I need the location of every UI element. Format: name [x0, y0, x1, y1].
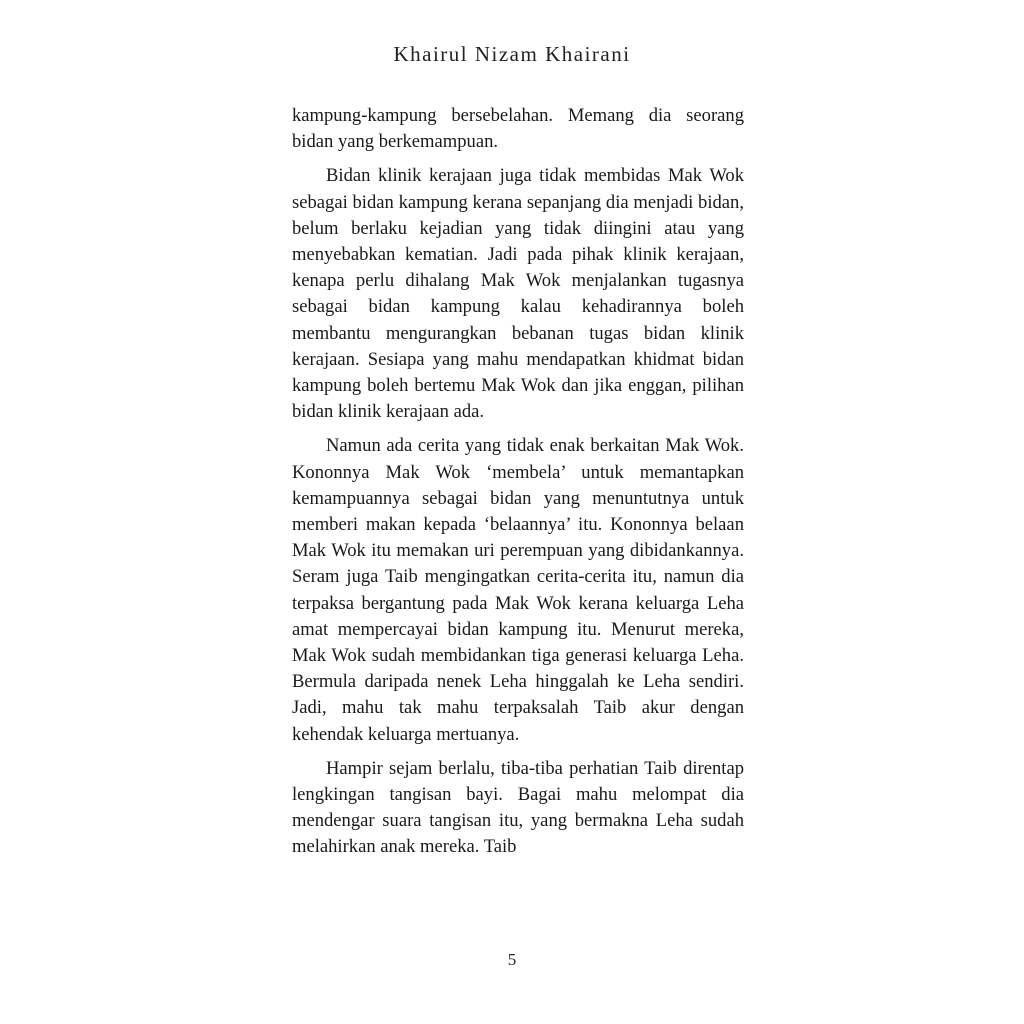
paragraph: Bidan klinik kerajaan juga tidak membidas Mak Wok sebagai bidan kampung kerana sepanjang dia menjadi bidan, belum berlaku kejadian yang tidak diingini atau yang menyebabkan kematian. Jadi pada pihak klinik kerajaan, kenapa perlu dihalang Mak Wok menjalankan tugasnya sebagai bidan kampung kalau kehadirannya boleh membantu mengurangkan bebanan tugas bidan klinik kerajaan. Sesiapa yang mahu mendapatkan khidmat bidan kampung boleh bertemu Mak Wok dan jika enggan, pilihan bidan klinik kerajaan ada. — [292, 165, 744, 423]
page-number: 5 — [507, 950, 517, 969]
running-head-author: Khairul Nizam Khairani — [393, 42, 631, 66]
paragraph-continued: kampung-kampung bersebelahan. Memang dia seorang bidan yang berkemampuan. — [292, 105, 744, 153]
paragraph: Namun ada cerita yang tidak enak berkaitan Mak Wok. Kononnya Mak Wok ‘membela’ untuk memantapkan kemampuannya sebagai bidan yang menuntutnya untuk memberi makan kepada ‘belaannya’ itu. Kononnya belaan Mak Wok itu memakan uri perempuan yang dibidankannya. Seram juga Taib mengingatkan cerita-cerita itu, namun dia terpaksa bergantung pada Mak Wok kerana keluarga Leha amat mempercayai bidan kampung itu. Menurut mereka, Mak Wok sudah membidankan tiga generasi keluarga Leha. Bermula daripada nenek Leha hinggalah ke Leha sendiri. Jadi, mahu tak mahu terpaksalah Taib akur dengan kehendak keluarga mertuanya. — [292, 435, 744, 745]
page-body — [292, 103, 744, 869]
paragraph: Hampir sejam berlalu, tiba-tiba perhatian Taib direntap lengkingan tangisan bayi. Bagai mahu melompat dia mendengar suara tangisan itu, yang bermakna Leha sudah melahirkan anak mereka. Taib — [292, 757, 744, 858]
